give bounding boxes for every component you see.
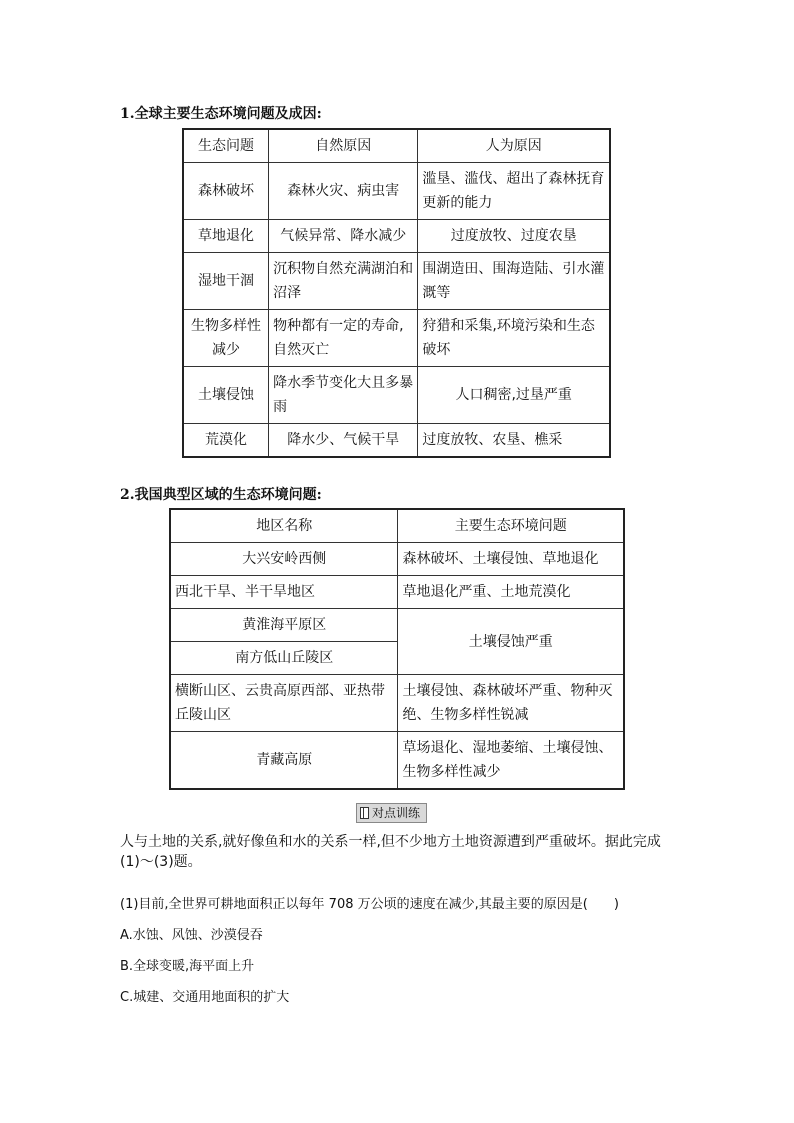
natural-cause-cell: 气候异常、降水减少 [269,220,418,253]
header-cell: 地区名称 [170,509,398,543]
header-cell: 生态问题 [183,129,269,163]
region-cell: 黄淮海平原区 [170,609,398,642]
natural-cause-cell: 降水季节变化大且多暴雨 [269,367,418,424]
problem-cell: 草场退化、湿地萎缩、土壤侵蚀、生物多样性减少 [398,732,624,790]
problem-cell: 土壤侵蚀严重 [398,609,624,675]
table-row [170,543,624,576]
global-eco-problems-table [182,128,611,458]
header-cell: 人为原因 [418,129,610,163]
problem-cell: 生物多样性减少 [183,310,269,367]
human-cause-cell: 过度放牧、农垦、樵采 [418,424,610,458]
header-cell: 主要生态环境问题 [398,509,624,543]
practice-badge-label: 对点训练 [372,806,421,820]
problem-cell: 草地退化 [183,220,269,253]
problem-cell: 草地退化严重、土地荒漠化 [398,576,624,609]
table-header-row [170,509,624,543]
practice-badge [356,803,427,823]
table-row [170,675,624,732]
region-cell: 南方低山丘陵区 [170,642,398,675]
table-header-row [183,129,610,163]
human-cause-cell: 过度放牧、过度农垦 [418,220,610,253]
option-b: B.全球变暖,海平面上升 [120,959,255,974]
section2-heading: 2.我国典型区域的生态环境问题: [120,487,322,503]
table-row [170,609,624,642]
table-row [183,310,610,367]
problem-cell: 土壤侵蚀、森林破坏严重、物种灭绝、生物多样性锐减 [398,675,624,732]
problem-cell: 湿地干涸 [183,253,269,310]
intro-paragraph: 人与土地的关系,就好像鱼和水的关系一样,但不少地方土地资源遭到严重破坏。据此完成(1)～(3)题。 [120,834,661,870]
option-c: C.城建、交通用地面积的扩大 [120,990,290,1005]
section1-heading: 1.全球主要生态环境问题及成因: [120,106,322,122]
human-cause-cell: 围湖造田、围海造陆、引水灌溉等 [418,253,610,310]
region-cell: 青藏高原 [170,732,398,790]
human-cause-cell: 狩猎和采集,环境污染和生态破坏 [418,310,610,367]
option-a: A.水蚀、风蚀、沙漠侵吞 [120,928,263,943]
natural-cause-cell: 物种都有一定的寿命,自然灭亡 [269,310,418,367]
question-1: (1)目前,全世界可耕地面积正以每年 708 万公顷的速度在减少,其最主要的原因是( ) [120,897,619,912]
natural-cause-cell: 降水少、气候干旱 [269,424,418,458]
natural-cause-cell: 森林火灾、病虫害 [269,163,418,220]
header-cell: 自然原因 [269,129,418,163]
table-row [183,163,610,220]
table-row [183,220,610,253]
table-row [183,424,610,458]
problem-cell: 森林破坏 [183,163,269,220]
table-row [183,253,610,310]
human-cause-cell: 滥垦、滥伐、超出了森林抚育更新的能力 [418,163,610,220]
region-cell: 横断山区、云贵高原西部、亚热带丘陵山区 [170,675,398,732]
china-region-problems-table [169,508,625,790]
book-icon [360,807,369,819]
natural-cause-cell: 沉积物自然充满湖泊和沼泽 [269,253,418,310]
region-cell: 西北干旱、半干旱地区 [170,576,398,609]
region-cell: 大兴安岭西侧 [170,543,398,576]
table-row [170,732,624,790]
problem-cell: 荒漠化 [183,424,269,458]
table-row [170,576,624,609]
table-row [183,367,610,424]
problem-cell: 土壤侵蚀 [183,367,269,424]
human-cause-cell: 人口稠密,过垦严重 [418,367,610,424]
problem-cell: 森林破坏、土壤侵蚀、草地退化 [398,543,624,576]
